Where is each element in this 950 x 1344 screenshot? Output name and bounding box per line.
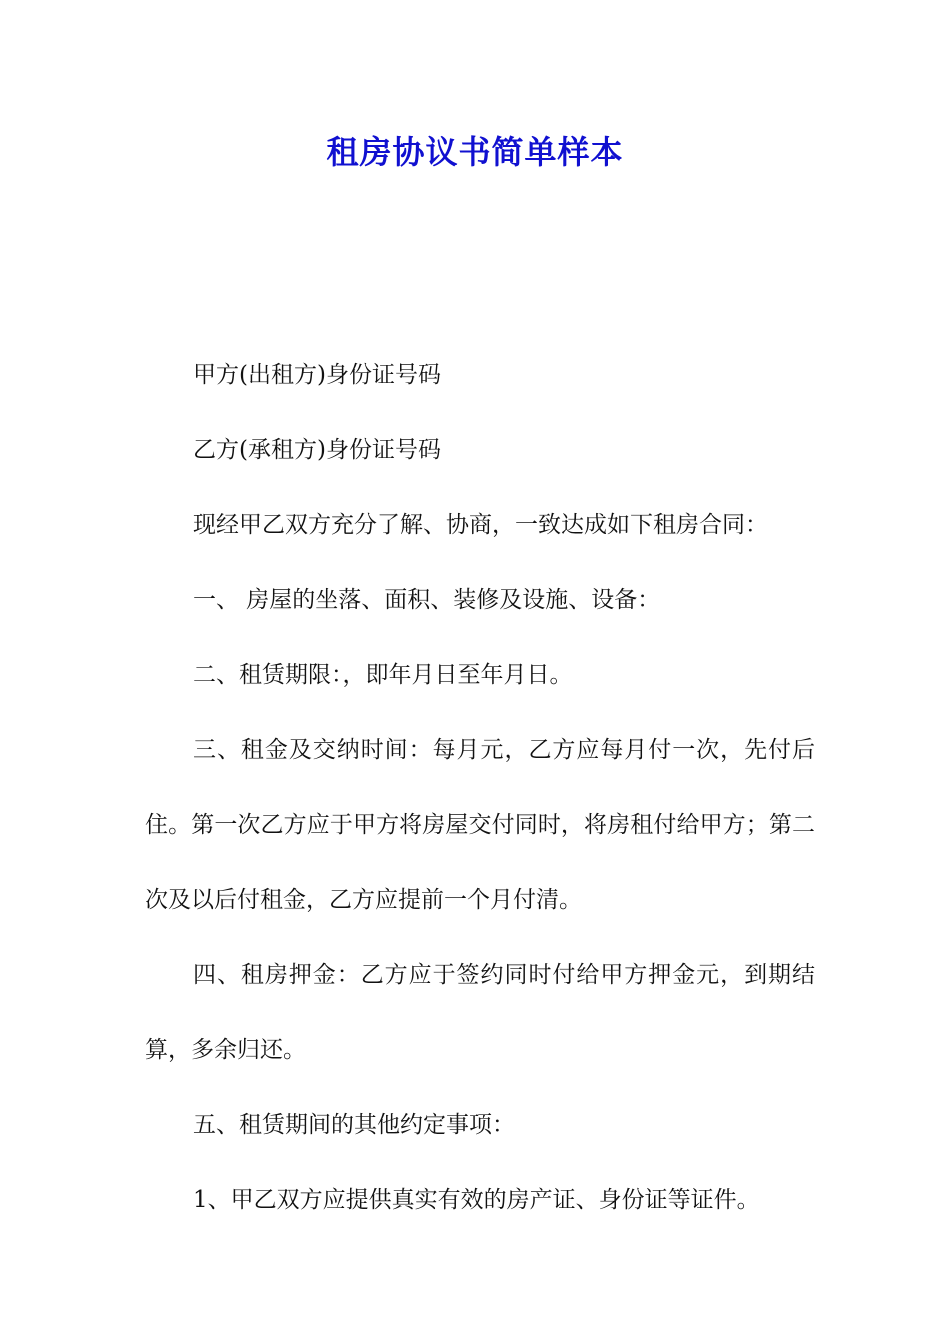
document-body: [145, 338, 815, 1238]
party-a-line: 甲方(出租方)身份证号码: [193, 362, 441, 388]
party-b-line: 乙方(承租方)身份证号码: [193, 437, 441, 463]
term-item-1: 1、甲乙双方应提供真实有效的房产证、身份证等证件。: [193, 1187, 760, 1213]
agreement-intro: 现经甲乙双方充分了解、协商，一致达成如下租房合同：: [193, 512, 768, 538]
clause-5-other-terms: 五、租赁期间的其他约定事项：: [193, 1112, 515, 1138]
clause-3-rent: 三、租金及交纳时间：每月元，乙方应每月付一次，先付后住。第一次乙方应于甲方将房屋交付同时，将房租付给甲方；第二次及以后付租金，乙方应提前一个月付清。: [145, 737, 815, 913]
clause-4-deposit: 四、租房押金：乙方应于签约同时付给甲方押金元，到期结算，多余归还。: [145, 962, 815, 1063]
clause-1-property: 一、 房屋的坐落、面积、装修及设施、设备：: [193, 587, 661, 613]
document-title: 租房协议书简单样本: [326, 133, 624, 171]
clause-2-term: 二、租赁期限：，即年月日至年月日。: [193, 662, 573, 688]
